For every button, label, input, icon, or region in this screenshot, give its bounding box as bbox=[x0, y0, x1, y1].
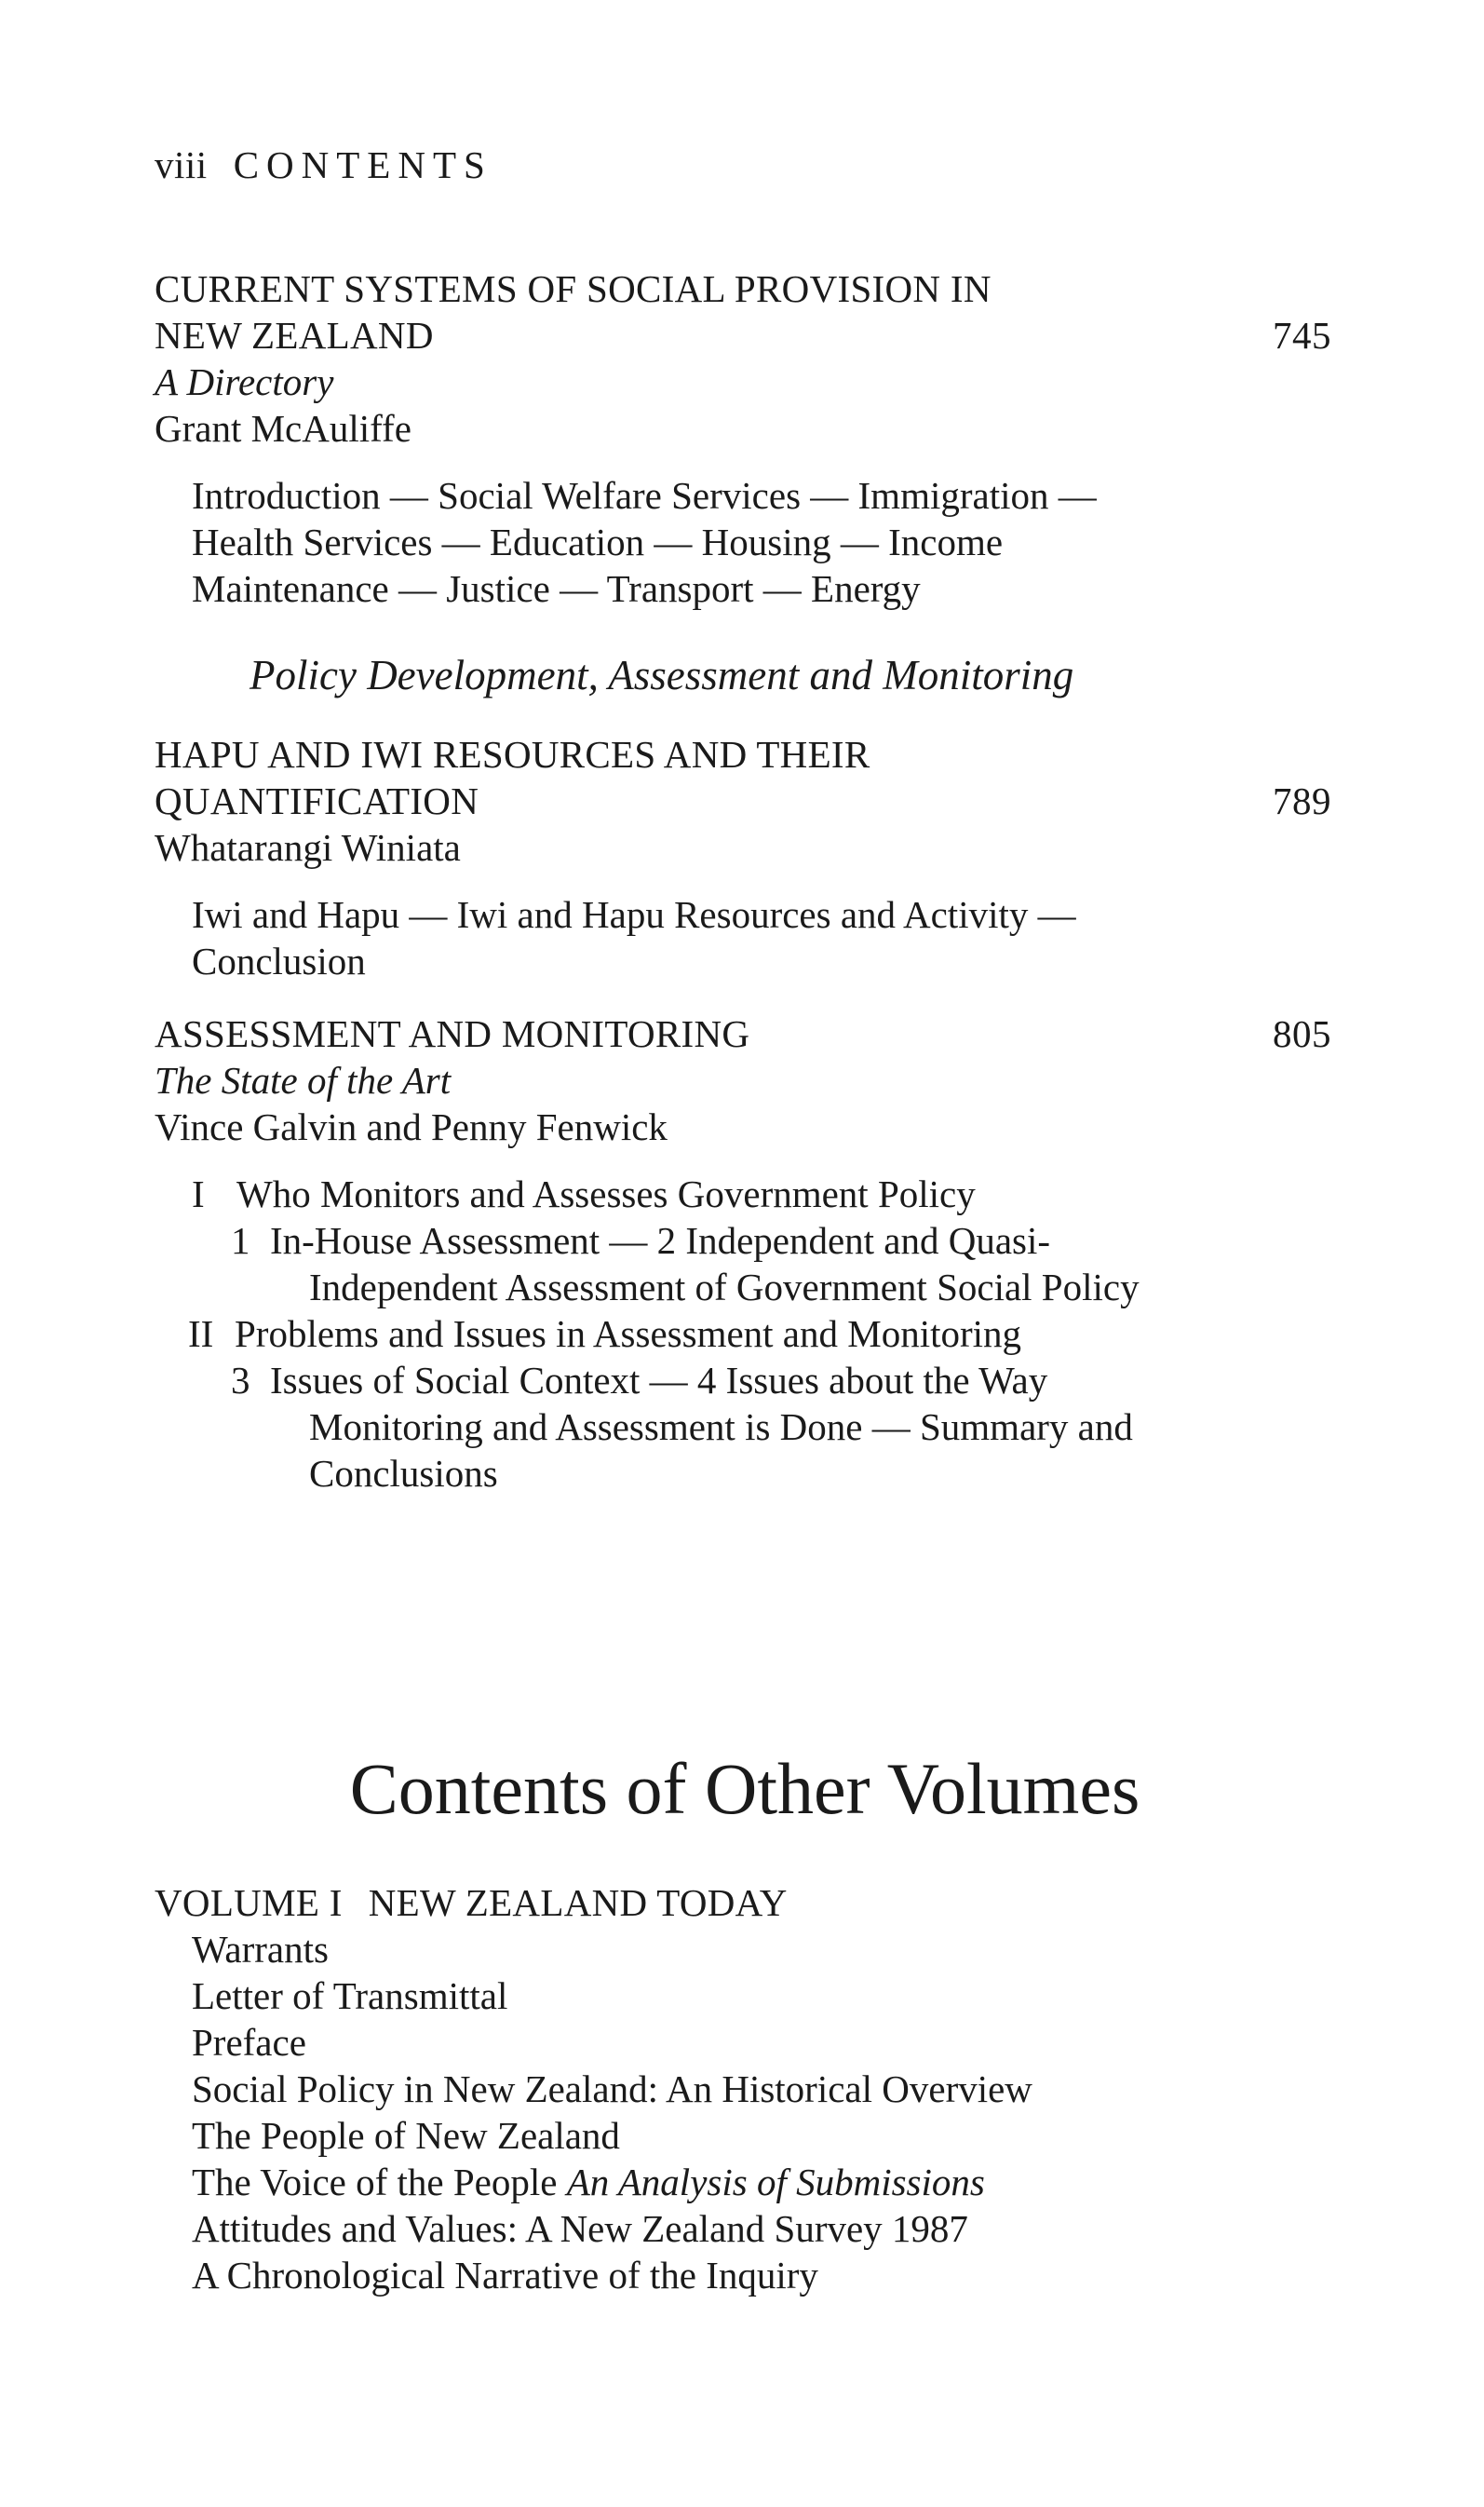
entry-page-number: 789 bbox=[1273, 779, 1331, 822]
entry-summary bbox=[155, 472, 1253, 612]
contents-entry-social-provision bbox=[155, 265, 1331, 612]
entry-subtitle: A Directory bbox=[155, 360, 334, 403]
contents-entry-hapu-iwi bbox=[155, 731, 1331, 984]
outline-continuation: Independent Assessment of Government Social Policy bbox=[309, 1266, 1140, 1308]
entry-page-number: 805 bbox=[1273, 1012, 1331, 1055]
list-item: A Chronological Narrative of the Inquiry bbox=[192, 2254, 818, 2297]
part-numeral: II bbox=[188, 1312, 214, 1355]
outline-continuation: Conclusions bbox=[309, 1452, 498, 1495]
entry-author: Vince Galvin and Penny Fenwick bbox=[155, 1105, 668, 1148]
volume-label: VOLUME I bbox=[155, 1881, 343, 1924]
section-text: In-House Assessment — 2 Independent and Quasi- bbox=[270, 1219, 1051, 1262]
list-item: Letter of Transmittal bbox=[192, 1974, 508, 2017]
outline-part bbox=[192, 1171, 1331, 1217]
volume-heading bbox=[155, 1879, 1331, 1926]
list-item: The People of New Zealand bbox=[192, 2114, 620, 2157]
entry-title-line: CURRENT SYSTEMS OF SOCIAL PROVISION IN bbox=[155, 267, 992, 310]
volume-title: NEW ZEALAND TODAY bbox=[368, 1881, 788, 1924]
volume-contents-list bbox=[155, 1926, 1331, 2298]
list-item bbox=[192, 2159, 1331, 2205]
outline-section bbox=[192, 1217, 1331, 1264]
summary-line: Conclusion bbox=[192, 940, 366, 982]
section-number: 3 bbox=[231, 1359, 250, 1402]
entry-author: Whatarangi Winiata bbox=[155, 826, 461, 869]
running-head-section: CONTENTS bbox=[233, 143, 492, 186]
part-title: Problems and Issues in Assessment and Monitoring bbox=[235, 1312, 1022, 1355]
entry-title-line: QUANTIFICATION bbox=[155, 779, 479, 822]
volume-one-block bbox=[155, 1879, 1331, 2298]
entry-outline bbox=[155, 1171, 1331, 1497]
part-heading: Policy Development, Assessment and Monitoring bbox=[250, 652, 1074, 698]
other-volumes-heading: Contents of Other Volumes bbox=[349, 1748, 1140, 1829]
outline-part bbox=[188, 1310, 1331, 1357]
part-numeral: I bbox=[192, 1172, 205, 1215]
entry-subtitle: The State of the Art bbox=[155, 1059, 452, 1102]
list-item-subtitle: An Analysis of Submissions bbox=[566, 2161, 985, 2203]
summary-line: Introduction — Social Welfare Services — Immigration — bbox=[192, 474, 1097, 517]
summary-line: Maintenance — Justice — Transport — Energy bbox=[192, 567, 921, 610]
running-head bbox=[155, 142, 492, 188]
entry-title-line: HAPU AND IWI RESOURCES AND THEIR bbox=[155, 733, 870, 776]
summary-line: Iwi and Hapu — Iwi and Hapu Resources and Activity — bbox=[192, 893, 1076, 936]
list-item-title: The Voice of the People bbox=[192, 2161, 558, 2203]
entry-summary bbox=[155, 891, 1253, 984]
list-item: Warrants bbox=[192, 1928, 329, 1971]
part-title: Who Monitors and Assesses Government Policy bbox=[236, 1172, 976, 1215]
section-number: 1 bbox=[231, 1219, 250, 1262]
summary-line: Health Services — Education — Housing — Income bbox=[192, 521, 1004, 563]
outline-section bbox=[192, 1357, 1331, 1403]
entry-author: Grant McAuliffe bbox=[155, 407, 411, 450]
outline-continuation: Monitoring and Assessment is Done — Summary and bbox=[309, 1405, 1133, 1448]
entry-page-number: 745 bbox=[1273, 314, 1331, 357]
page-folio: viii bbox=[155, 143, 208, 186]
entry-title-line: NEW ZEALAND bbox=[155, 314, 434, 357]
list-item: Preface bbox=[192, 2021, 306, 2064]
list-item: Social Policy in New Zealand: An Historical Overview bbox=[192, 2067, 1032, 2110]
contents-entry-assessment bbox=[155, 1010, 1331, 1497]
entry-title-line: ASSESSMENT AND MONITORING bbox=[155, 1012, 750, 1055]
list-item: Attitudes and Values: A New Zealand Survey 1987 bbox=[192, 2207, 968, 2250]
section-text: Issues of Social Context — 4 Issues about the Way bbox=[270, 1359, 1048, 1402]
